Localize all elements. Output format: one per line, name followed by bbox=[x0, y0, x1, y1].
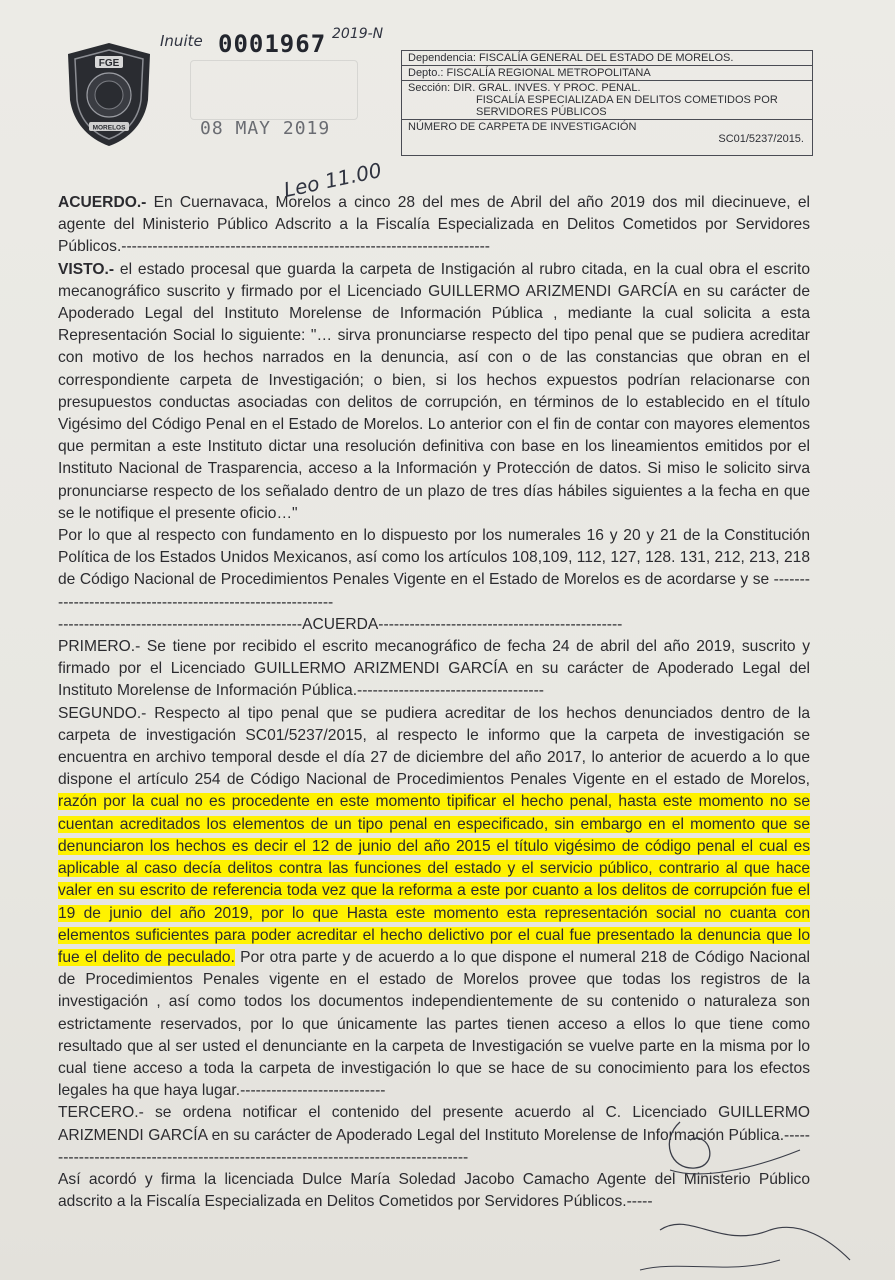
segundo-text-b: Por otra parte y de acuerdo a lo que dispone el numeral 218 de Código Nacional de Procedimientos Penales vigente en el estado de Morelos provee que todas los registros de la investigación , así como todos los documentos independientemente de su contenido o naturaleza son estrictamente reservados, por lo que únicamente las partes tienen acceso a ellos lo que tiene como resultado que al ser usted el denunciante en la carpeta de Investigación se vuelve parte en la misma por lo cual tiene acceso a toda la carpeta de investigación lo que se hace de su conocimiento para los efectos legales ha que haya lugar.---------------------------- bbox=[58, 948, 811, 1100]
info-carpeta-label: NÚMERO DE CARPETA DE INVESTIGACIÓN bbox=[408, 121, 637, 133]
fge-badge-logo bbox=[64, 40, 154, 148]
faint-receipt-stamp bbox=[190, 60, 358, 120]
info-seccion bbox=[402, 81, 812, 120]
resolution-body bbox=[58, 192, 810, 1213]
visto-lead: VISTO.- bbox=[58, 260, 115, 278]
visto-text: el estado procesal que guarda la carpeta de Instigación al rubro citada, en la cual obra el escrito mecanográfico suscrito y firmado por el Licenciado GUILLERMO ARIZMENDI GARCÍA en su carácter de Apoderado Legal del Instituto Morelense de Información Pública , mediante la cual solicita a esta Representación Social lo siguiente: "… sirva pronunciarse respecto del tipo penal que se pudiera acreditar con motivo de los hechos narrados en la denuncia, así con o de las constancias que obran en el correspondiente carpeta de Investigación; o bien, si los hechos expuestos podrían relacionarse con presupuestos conductas asociadas con delitos de corrupción, en términos de lo establecido en el título Vigésimo del Código Penal en el Estado de Morelos. Lo anterior con el fin de contar con mayores elementos que permitan a este Instituto dictar una resolución definitiva con base en los lineamientos emitidos por el Instituto Nacional de Trasparencia, acceso a la Información y Protección de datos. Si miso le solicito sirva pronunciarse respecto de los señalado dentro de un plazo de tres días hábiles siguientes a la fecha en que se le notifique el presente oficio…" bbox=[58, 260, 810, 522]
info-seccion-line-3: SERVIDORES PÚBLICOS bbox=[476, 106, 607, 118]
info-carpeta bbox=[402, 120, 812, 146]
visto-paragraph bbox=[58, 259, 810, 525]
signature-scribble bbox=[600, 1110, 860, 1280]
segundo-highlighted-text: razón por la cual no es procedente en este momento tipificar el hecho penal, hasta este momento no se cuentan acreditados los elementos de un tipo penal en especificado, sin embargo en el momento que se denunciaron los hechos es decir el 12 de junio del año 2015 el título vigésimo de código penal el cual es aplicable al caso decía delitos contra las funciones del estado y el servicio público, contrario al que hace valer en su escrito de referencia toda vez que la reforma a este por cuanto a los delitos de corrupción fue el 19 de junio del año 2019, por lo que Hasta este momento esta representación social no cuanta con elementos suficientes para poder acreditar el hecho delictivo por el cual fue presentado la denuncia que lo fue el delito de peculado. bbox=[58, 793, 810, 966]
info-depto: Depto.: FISCALÍA REGIONAL METROPOLITANA bbox=[402, 66, 812, 81]
acuerdo-text: En Cuernavaca, Morelos a cinco 28 del mes de Abril del año 2019 dos mil diecinueve, el agente del Ministerio Público Adscrito a la Fiscalía Especializada en Delitos Cometidos por Servidores Públicos.----------------------------------------------------------------------- bbox=[58, 194, 810, 256]
tercero-paragraph: TERCERO.- se ordena notificar el contenido del presente acuerdo al C. Licenciado GUILLERMO ARIZMENDI GARCÍA en su carácter de Apoderado Legal del Instituto Morelense de Información Pública.------------------------------------------------------------------------------------ bbox=[58, 1104, 810, 1166]
segundo-text-a: SEGUNDO.- Respecto al tipo penal que se pudiera acreditar de los hechos denunciados dentro de la carpeta de investigación SC01/5237/2015, al respecto le informo que la carpeta de investigación se encuentra en archivo temporal desde el día 27 de diciembre del año 2017, lo anterior de acuerdo a lo que dispone el artículo 254 de Código Nacional de Procedimientos Penales Vigente en el estado de Morelos, bbox=[58, 704, 810, 789]
badge-band-text: MORELOS bbox=[92, 124, 126, 132]
info-dependencia: Dependencia: FISCALÍA GENERAL DEL ESTADO DE MORELOS. bbox=[402, 51, 812, 66]
handwritten-time-note: Leo 11.00 bbox=[281, 157, 384, 203]
primero-paragraph: PRIMERO.- Se tiene por recibido el escrito mecanográfico de fecha 24 de abril del año 2019, suscrito y firmado por el Licenciado GUILLERMO ARIZMENDI GARCÍA en su carácter de Apoderado Legal del Instituto Morelense de Información Pública.------------------------------------ bbox=[58, 638, 810, 700]
handwritten-year-mark: 2019-N bbox=[332, 26, 384, 42]
acuerdo-paragraph bbox=[58, 192, 810, 259]
acuerdo-lead: ACUERDO.- bbox=[58, 194, 147, 211]
case-info-box bbox=[401, 50, 813, 156]
acuerda-heading: -----------------------------------------------ACUERDA----------------------------------------------- bbox=[58, 615, 623, 633]
badge-top-text: FGE bbox=[98, 58, 120, 69]
info-carpeta-number: SC01/5237/2015. bbox=[718, 133, 804, 145]
folio-number: 0001967 bbox=[218, 30, 327, 58]
handwritten-inventory-mark: Inuite bbox=[160, 32, 203, 50]
received-date-stamp: 08 MAY 2019 bbox=[200, 118, 331, 139]
info-seccion-line-1: Sección: DIR. GRAL. INVES. Y PROC. PENAL. bbox=[408, 82, 641, 94]
fundamento-paragraph: Por lo que al respecto con fundamento en lo dispuesto por los numerales 16 y 20 y 21 de la Constitución Política de los Estados Unidos Mexicanos, así como los artículos 108,109, 112, 127, 128. 131, 212, 213, 218 de Código Nacional de Procedimientos Penales Vigente en el Estado de Morelos es de acordarse y se ------------------------------------------------------------ bbox=[58, 527, 810, 611]
info-seccion-line-2: FISCALÍA ESPECIALIZADA EN DELITOS COMETIDOS POR bbox=[476, 94, 778, 106]
cierre-paragraph: Así acordó y firma la licenciada Dulce María Soledad Jacobo Camacho Agente del Ministerio Público adscrito a la Fiscalía Especializada en Delitos Cometidos por Servidores Públicos.----- bbox=[58, 1170, 810, 1211]
segundo-paragraph bbox=[58, 703, 810, 1103]
